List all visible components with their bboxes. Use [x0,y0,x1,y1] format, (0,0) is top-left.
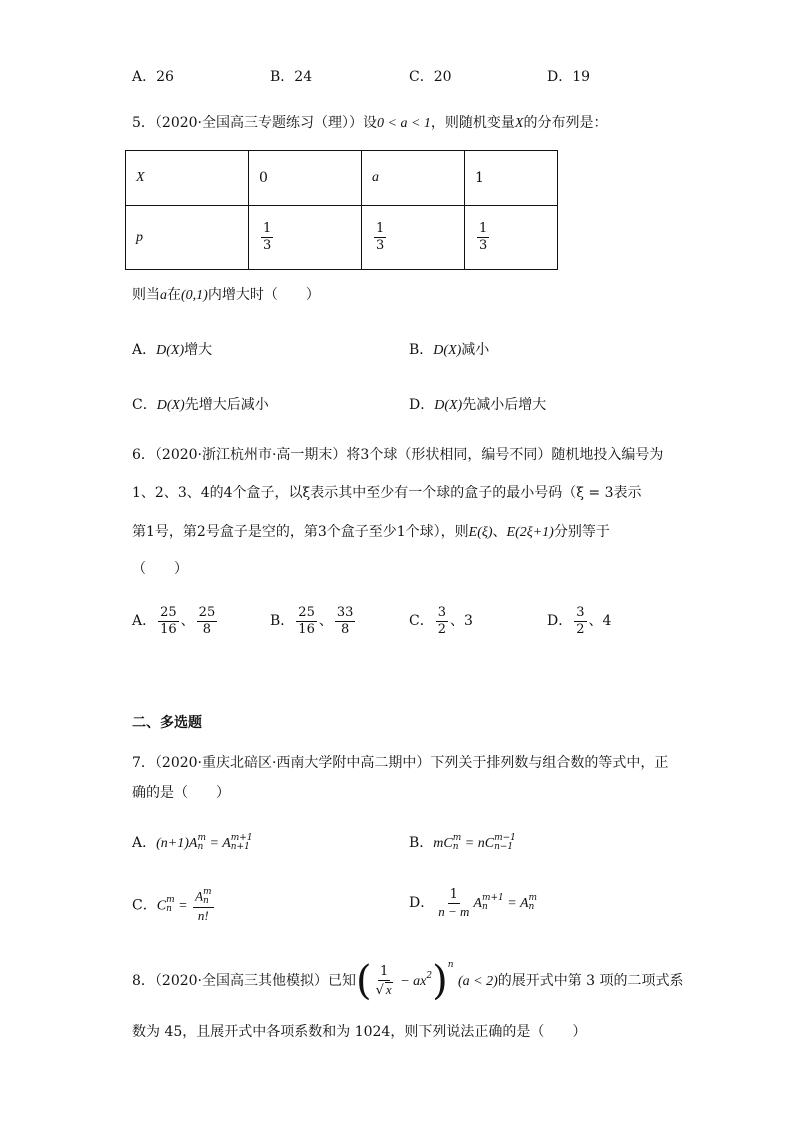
q4-option-a: A．26 [132,69,174,85]
q8-line1: 8．（2020·全国高三其他模拟）已知( $\frac{1}{√ x}$ − $ax^2)^n$ (a < 2)的展开式中第 3 项的二项式系 [132,958,684,1004]
q6-line1: 6．（2020·浙江杭州市·高一期末）将3个球（形状相同，编号不同）随机地投入编号为 [132,447,664,463]
section-heading: 二、多选题 [132,715,202,731]
table-cell: $\frac{1}{3}$ [465,206,558,270]
q5-option-d: D．D(X)先减小后增大 [409,397,547,413]
q7-option-c: C．C m n = A m n n! [132,887,212,923]
q6-option-d: D． $\frac{3}{2}$ 、4 [547,605,612,637]
table-row-label: p [126,206,249,270]
table-header-cell: 1 [465,151,558,206]
q4-option-d: D．19 [547,69,591,85]
q5-followup: 则当a在(0,1)内增大时（ ） [132,287,320,303]
q6-option-c: C． $\frac{3}{2}$ 、3 [409,605,473,637]
table-cell: $\frac{1}{3}$ [249,206,362,270]
table-header-cell: a [362,151,465,206]
q6-line4: （ ） [132,561,188,577]
q6-option-a: A． $\frac{25}{16}$ 、 $\frac{25}{8}$ [132,605,216,637]
q6-option-b: B． $\frac{25}{16}$ 、 $\frac{33}{8}$ [270,605,354,637]
q8-line2: 数为 45，且展开式中各项系数和为 1024，则下列说法正确的是（ ） [132,1024,587,1040]
q5-stem: 5．（2020·全国高三专题练习（理））设0 < a < 1，则随机变量X的分布列是： [132,115,608,131]
distribution-table [125,150,558,270]
q6-line3: 第1号，第2号盒子是空的，第3个盒子至少1个球），则E(ξ)、E(2ξ+1)分别等于 [132,524,610,540]
q7-line2: 确的是（ ） [132,785,230,801]
q7-option-b: B．mC m n = nC m−1 n−1 [409,833,516,852]
q5-option-b: B．D(X)减小 [409,342,490,358]
q6-line2: 1、2、3、4的4个盒子，以ξ表示其中至少有一个球的盒子的最小号码（ξ = 3表示 [132,485,642,501]
table-header-cell: X [126,151,249,206]
table-header-cell: 0 [249,151,362,206]
table-row [126,206,558,270]
q7-option-a: A．(n+1)A m n = A m+1 n+1 [132,833,253,852]
table-row [126,151,558,206]
q4-option-c: C．20 [409,69,452,85]
q7-line1: 7．（2020·重庆北碚区·西南大学附中高二期中）下列关于排列数与组合数的等式中，正 [132,755,669,771]
q4-option-b: B．24 [270,69,313,85]
table-cell: $\frac{1}{3}$ [362,206,465,270]
q7-option-d: D． $\frac{1}{n - m}$ A m+1 n = A m n [409,887,538,919]
q5-option-a: A．D(X)增大 [132,342,213,358]
q5-option-c: C．D(X)先增大后减小 [132,397,269,413]
